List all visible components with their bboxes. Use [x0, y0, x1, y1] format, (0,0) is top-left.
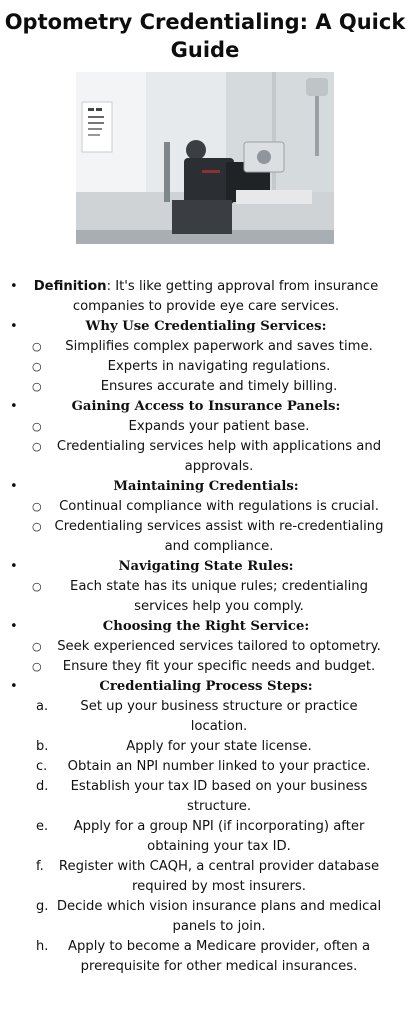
list-item-text: Credentialing services help with applications and approvals. — [56, 439, 382, 474]
step-marker: c. — [36, 759, 48, 774]
list-item — [0, 437, 410, 477]
eye-exam-room-icon — [76, 72, 334, 244]
list-item — [0, 357, 410, 377]
list-item — [0, 337, 410, 357]
list-item — [0, 517, 410, 557]
circle-bullet-icon: ○ — [32, 500, 42, 513]
list-item-text: Continual compliance with regulations is crucial. — [59, 499, 379, 514]
section-heading: Navigating State Rules: — [118, 559, 294, 574]
list-item — [0, 497, 410, 517]
section-heading: Gaining Access to Insurance Panels: — [71, 399, 341, 414]
list-item-text: Ensures accurate and timely billing. — [100, 379, 338, 394]
list-item — [0, 417, 410, 437]
section-heading: Credentialing Process Steps: — [99, 679, 313, 694]
step-item — [0, 897, 410, 937]
definition-text — [24, 277, 388, 317]
step-text: Establish your tax ID based on your business structure. — [70, 779, 368, 814]
page-title: Optometry Credentialing: A Quick Guide — [4, 10, 406, 62]
step-item — [0, 757, 410, 777]
eye-exam-room-photo — [76, 72, 334, 244]
step-marker: g. — [36, 899, 49, 914]
list-item-text: Expands your patient base. — [128, 419, 310, 434]
list-item-text: Credentialing services assist with re-credentialing and compliance. — [54, 519, 384, 554]
step-text: Obtain an NPI number linked to your practice. — [67, 759, 371, 774]
section-heading: Maintaining Credentials: — [113, 479, 299, 494]
step-text: Apply for a group NPI (if incorporating) after obtaining your tax ID. — [73, 819, 365, 854]
step-item — [0, 737, 410, 757]
step-marker: e. — [36, 819, 49, 834]
step-marker: f. — [36, 859, 44, 874]
step-item — [0, 697, 410, 737]
circle-bullet-icon: ○ — [32, 340, 42, 353]
section-1 — [0, 317, 410, 337]
section-heading: Choosing the Right Service: — [102, 619, 310, 634]
step-marker: d. — [36, 779, 49, 794]
step-marker: b. — [36, 739, 49, 754]
section-4 — [0, 557, 410, 577]
circle-bullet-icon: ○ — [32, 360, 42, 373]
list-item — [0, 637, 410, 657]
list-item — [0, 377, 410, 397]
bullet-marker: • — [10, 559, 18, 574]
list-item-text: Ensure they fit your specific needs and budget. — [62, 659, 376, 674]
step-marker: a. — [36, 699, 49, 714]
step-item — [0, 777, 410, 817]
step-text: Apply to become a Medicare provider, often a prerequisite for other medical insurances. — [67, 939, 371, 974]
bullet-marker: • — [10, 679, 18, 694]
list-item-text: Experts in navigating regulations. — [107, 359, 331, 374]
circle-bullet-icon: ○ — [32, 660, 42, 673]
list-item — [0, 657, 410, 677]
list-item-text: Each state has its unique rules; credentialing services help you comply. — [70, 579, 368, 614]
circle-bullet-icon: ○ — [32, 580, 42, 593]
section-3 — [0, 477, 410, 497]
circle-bullet-icon: ○ — [32, 640, 42, 653]
bullet-marker: • — [10, 319, 18, 334]
circle-bullet-icon: ○ — [32, 420, 42, 433]
bullet-marker: • — [10, 479, 18, 494]
section-2 — [0, 397, 410, 417]
circle-bullet-icon: ○ — [32, 440, 42, 453]
list-item — [0, 577, 410, 617]
bullet-marker: • — [10, 619, 18, 634]
definition-item — [0, 277, 410, 317]
step-marker: h. — [36, 939, 49, 954]
section-steps — [0, 677, 410, 697]
step-item — [0, 817, 410, 857]
list-item-text: Seek experienced services tailored to optometry. — [57, 639, 381, 654]
circle-bullet-icon: ○ — [32, 520, 42, 533]
step-item — [0, 857, 410, 897]
definition-body: : It's like getting approval from insurance companies to provide eye care services. — [72, 279, 379, 314]
step-text: Set up your business structure or practice location. — [80, 699, 358, 734]
bullet-marker: • — [10, 399, 18, 414]
definition-term: Definition — [33, 279, 107, 294]
list-item-text: Simplifies complex paperwork and saves time. — [65, 339, 373, 354]
step-text: Register with CAQH, a central provider database required by most insurers. — [58, 859, 380, 894]
guide-content — [0, 277, 410, 977]
circle-bullet-icon: ○ — [32, 380, 42, 393]
step-text: Apply for your state license. — [126, 739, 312, 754]
bullet-marker: • — [10, 279, 18, 294]
step-item — [0, 937, 410, 977]
step-text: Decide which vision insurance plans and medical panels to join. — [56, 899, 382, 934]
section-5 — [0, 617, 410, 637]
section-heading: Why Use Credentialing Services: — [85, 319, 327, 334]
